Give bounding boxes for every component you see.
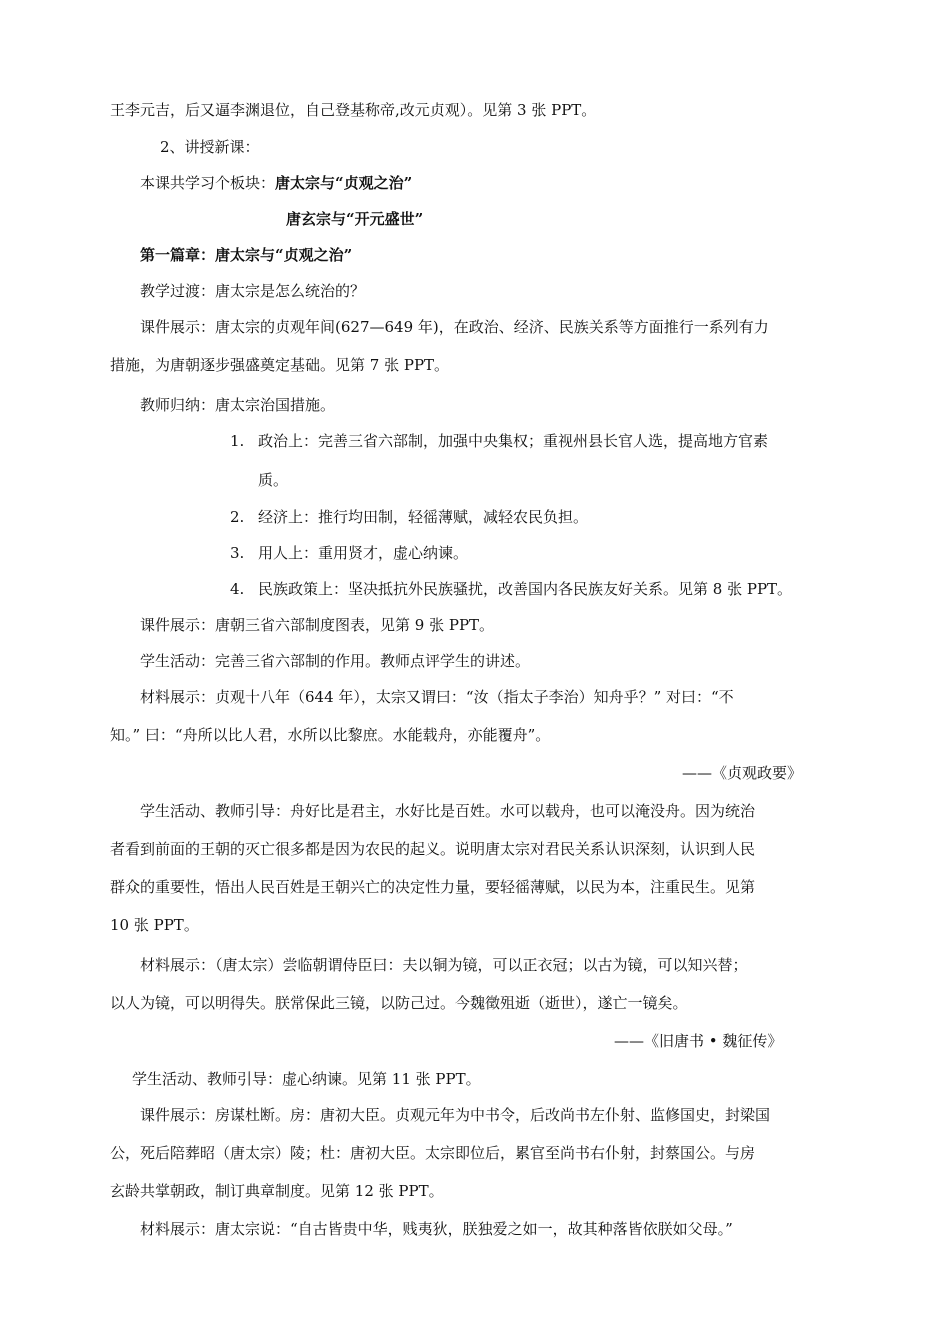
text-line: 学生活动、教师引导：舟好比是君主，水好比是百姓。水可以载舟，也可以淹没舟。因为统治 bbox=[140, 802, 756, 820]
module-title-1: 唐太宗与“贞观之治” bbox=[275, 174, 413, 192]
section-heading: 2、讲授新课： bbox=[160, 138, 260, 156]
text-line: 学生活动、教师引导：虚心纳谏。见第 11 张 PPT。 bbox=[132, 1070, 481, 1088]
text-line: 以人为镜，可以明得失。朕常保此三镜，以防己过。今魏徵殂逝（逝世），遂亡一镜矣。 bbox=[110, 994, 688, 1012]
list-number: 1. bbox=[230, 432, 245, 450]
list-number: 4. bbox=[230, 580, 245, 598]
text-line: 王李元吉，后又逼李渊退位，自己登基称帝,改元贞观）。见第 3 张 PPT。 bbox=[110, 101, 597, 119]
list-item-text: 政治上：完善三省六部制，加强中央集权；重视州县长官人选，提高地方官素 bbox=[258, 432, 769, 450]
text-line: 10 张 PPT。 bbox=[110, 916, 199, 934]
text-line: 材料展示：（唐太宗）尝临朝谓侍臣曰：夫以铜为镜，可以正衣冠；以古为镜，可以知兴替； bbox=[140, 956, 748, 974]
text-span: 本课共学习个板块： bbox=[140, 174, 276, 192]
citation: ——《贞观政要》 bbox=[682, 764, 803, 782]
text-line bbox=[140, 173, 412, 193]
chapter-heading: 第一篇章：唐太宗与“贞观之治” bbox=[140, 246, 353, 264]
list-item-text: 经济上：推行均田制，轻徭薄赋，减轻农民负担。 bbox=[258, 508, 589, 526]
list-number: 2. bbox=[230, 508, 245, 526]
text-line: 教师归纳：唐太宗治国措施。 bbox=[140, 396, 336, 414]
module-title-2: 唐玄宗与“开元盛世” bbox=[286, 210, 424, 228]
text-line: 材料展示：唐太宗说：“自古皆贵中华，贱夷狄，朕独爱之如一，故其种落皆依朕如父母。” bbox=[140, 1220, 733, 1238]
text-line: 教学过渡：唐太宗是怎么统治的？ bbox=[140, 282, 366, 300]
text-line: 课件展示：唐朝三省六部制度图表，见第 9 张 PPT。 bbox=[140, 616, 495, 634]
text-line: 学生活动：完善三省六部制的作用。教师点评学生的讲述。 bbox=[140, 652, 531, 670]
text-line: 公，死后陪葬昭（唐太宗）陵；杜：唐初大臣。太宗即位后，累官至尚书右仆射，封蔡国公。与房 bbox=[110, 1144, 756, 1162]
citation: ——《旧唐书 • 魏征传》 bbox=[614, 1032, 783, 1050]
list-number: 3. bbox=[230, 544, 245, 562]
text-line: 课件展示：房谋杜断。房：唐初大臣。贞观元年为中书令，后改尚书左仆射、监修国史，封梁国 bbox=[140, 1106, 771, 1124]
list-item-text: 民族政策上：坚决抵抗外民族骚扰，改善国内各民族友好关系。见第 8 张 PPT。 bbox=[258, 580, 793, 598]
list-item-text: 质。 bbox=[258, 471, 289, 489]
text-line: 者看到前面的王朝的灭亡很多都是因为农民的起义。说明唐太宗对君民关系认识深刻，认识到人民 bbox=[110, 840, 756, 858]
text-line: 课件展示：唐太宗的贞观年间(627—649 年)，在政治、经济、民族关系等方面推行一系列有力 bbox=[140, 318, 769, 336]
text-line: 材料展示：贞观十八年（644 年），太宗又谓曰：“汝（指太子李治）知舟乎？” 对曰：“不 bbox=[140, 688, 734, 706]
text-line: 措施，为唐朝逐步强盛奠定基础。见第 7 张 PPT。 bbox=[110, 356, 450, 374]
list-item-text: 用人上：重用贤才，虚心纳谏。 bbox=[258, 544, 469, 562]
text-line: 玄龄共掌朝政，制订典章制度。见第 12 张 PPT。 bbox=[110, 1182, 444, 1200]
text-line: 群众的重要性，悟出人民百姓是王朝兴亡的决定性力量，要轻徭薄赋，以民为本，注重民生。见第 bbox=[110, 878, 756, 896]
text-line: 知。” 曰：“舟所以比人君，水所以比黎庶。水能载舟，亦能覆舟”。 bbox=[110, 726, 551, 744]
